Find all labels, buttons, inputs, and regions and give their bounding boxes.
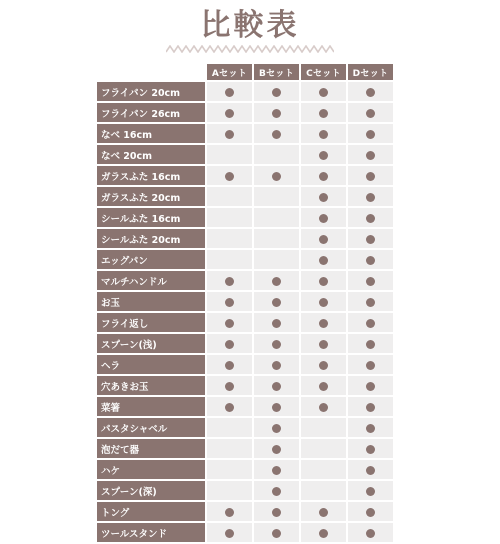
filled-circle-icon [225, 508, 234, 517]
filled-circle-icon [225, 172, 234, 181]
zigzag-divider [166, 45, 334, 53]
table-cell [301, 271, 346, 290]
filled-circle-icon [319, 109, 328, 118]
table-cell [207, 82, 252, 101]
table-row [97, 250, 393, 269]
column-header-d: Dセット [348, 64, 393, 80]
table-cell [254, 229, 299, 248]
table-header-row [97, 64, 393, 80]
table-cell [348, 334, 393, 353]
filled-circle-icon [225, 109, 234, 118]
table-cell [301, 166, 346, 185]
row-label: マルチハンドル [97, 271, 205, 290]
filled-circle-icon [366, 340, 375, 349]
filled-circle-icon [366, 466, 375, 475]
filled-circle-icon [319, 403, 328, 412]
table-row [97, 313, 393, 332]
filled-circle-icon [272, 403, 281, 412]
table-cell [254, 481, 299, 500]
filled-circle-icon [272, 529, 281, 538]
table-cell [254, 250, 299, 269]
filled-circle-icon [319, 88, 328, 97]
table-cell [207, 145, 252, 164]
table-row [97, 460, 393, 479]
column-header-a: Aセット [207, 64, 252, 80]
table-row [97, 292, 393, 311]
row-label: フライパン 26cm [97, 103, 205, 122]
table-cell [348, 376, 393, 395]
filled-circle-icon [272, 319, 281, 328]
table-cell [207, 250, 252, 269]
comparison-table [95, 62, 395, 544]
table-cell [348, 250, 393, 269]
filled-circle-icon [319, 235, 328, 244]
filled-circle-icon [225, 88, 234, 97]
table-cell [301, 376, 346, 395]
filled-circle-icon [319, 130, 328, 139]
row-label: 穴あきお玉 [97, 376, 205, 395]
table-cell [254, 103, 299, 122]
filled-circle-icon [366, 277, 375, 286]
filled-circle-icon [272, 298, 281, 307]
table-cell [301, 397, 346, 416]
row-label: なべ 20cm [97, 145, 205, 164]
filled-circle-icon [225, 529, 234, 538]
table-cell [301, 124, 346, 143]
table-cell [348, 271, 393, 290]
filled-circle-icon [366, 298, 375, 307]
table-cell [207, 523, 252, 542]
table-cell [348, 82, 393, 101]
filled-circle-icon [272, 424, 281, 433]
table-row [97, 334, 393, 353]
table-cell [207, 418, 252, 437]
row-label: シールふた 16cm [97, 208, 205, 227]
filled-circle-icon [319, 214, 328, 223]
table-cell [254, 208, 299, 227]
filled-circle-icon [366, 151, 375, 160]
table-cell [207, 502, 252, 521]
table-row [97, 145, 393, 164]
table-row [97, 103, 393, 122]
table-cell [348, 124, 393, 143]
filled-circle-icon [366, 424, 375, 433]
filled-circle-icon [319, 151, 328, 160]
filled-circle-icon [225, 277, 234, 286]
table-cell [207, 187, 252, 206]
table-cell [207, 376, 252, 395]
table-row [97, 418, 393, 437]
filled-circle-icon [319, 340, 328, 349]
table-cell [348, 145, 393, 164]
filled-circle-icon [366, 445, 375, 454]
column-header-b: Bセット [254, 64, 299, 80]
filled-circle-icon [366, 319, 375, 328]
filled-circle-icon [319, 361, 328, 370]
table-cell [254, 460, 299, 479]
table-row [97, 166, 393, 185]
filled-circle-icon [366, 130, 375, 139]
row-label: スプーン(深) [97, 481, 205, 500]
filled-circle-icon [319, 529, 328, 538]
table-cell [301, 145, 346, 164]
table-cell [254, 334, 299, 353]
filled-circle-icon [366, 235, 375, 244]
table-cell [207, 313, 252, 332]
table-cell [301, 187, 346, 206]
table-cell [348, 439, 393, 458]
table-cell [348, 187, 393, 206]
row-label: ガラスふた 16cm [97, 166, 205, 185]
row-label: ヘラ [97, 355, 205, 374]
table-row [97, 439, 393, 458]
table-row [97, 82, 393, 101]
row-label: トング [97, 502, 205, 521]
table-cell [254, 523, 299, 542]
table-cell [301, 418, 346, 437]
filled-circle-icon [319, 298, 328, 307]
table-cell [207, 334, 252, 353]
page-title: 比較表 [200, 8, 300, 43]
table-cell [207, 229, 252, 248]
filled-circle-icon [366, 382, 375, 391]
filled-circle-icon [272, 382, 281, 391]
filled-circle-icon [319, 382, 328, 391]
table-cell [254, 502, 299, 521]
table-cell [348, 292, 393, 311]
table-cell [207, 460, 252, 479]
table-cell [207, 166, 252, 185]
table-cell [348, 208, 393, 227]
filled-circle-icon [272, 109, 281, 118]
row-label: ハケ [97, 460, 205, 479]
table-cell [254, 145, 299, 164]
filled-circle-icon [225, 298, 234, 307]
row-label: ガラスふた 20cm [97, 187, 205, 206]
row-label: フライパン 20cm [97, 82, 205, 101]
table-cell [254, 439, 299, 458]
filled-circle-icon [272, 277, 281, 286]
table-cell [348, 355, 393, 374]
filled-circle-icon [366, 88, 375, 97]
table-cell [301, 502, 346, 521]
table-cell [254, 82, 299, 101]
table-cell [301, 355, 346, 374]
filled-circle-icon [225, 130, 234, 139]
table-cell [348, 460, 393, 479]
row-label: エッグパン [97, 250, 205, 269]
table-cell [348, 103, 393, 122]
table-cell [348, 481, 393, 500]
row-label: シールふた 20cm [97, 229, 205, 248]
table-cell [254, 397, 299, 416]
row-label: なべ 16cm [97, 124, 205, 143]
table-cell [348, 397, 393, 416]
filled-circle-icon [366, 256, 375, 265]
filled-circle-icon [366, 487, 375, 496]
filled-circle-icon [272, 172, 281, 181]
row-label: フライ返し [97, 313, 205, 332]
filled-circle-icon [272, 445, 281, 454]
filled-circle-icon [272, 466, 281, 475]
filled-circle-icon [319, 256, 328, 265]
table-cell [254, 313, 299, 332]
table-cell [301, 250, 346, 269]
table-cell [301, 292, 346, 311]
table-cell [301, 313, 346, 332]
table-cell [254, 355, 299, 374]
table-row [97, 523, 393, 542]
table-cell [348, 418, 393, 437]
filled-circle-icon [366, 529, 375, 538]
table-cell [207, 355, 252, 374]
filled-circle-icon [225, 340, 234, 349]
filled-circle-icon [366, 508, 375, 517]
table-cell [301, 208, 346, 227]
filled-circle-icon [366, 109, 375, 118]
table-cell [301, 82, 346, 101]
table-cell [254, 271, 299, 290]
filled-circle-icon [366, 193, 375, 202]
filled-circle-icon [319, 319, 328, 328]
table-cell [301, 481, 346, 500]
filled-circle-icon [272, 130, 281, 139]
table-cell [301, 523, 346, 542]
filled-circle-icon [272, 487, 281, 496]
table-cell [254, 376, 299, 395]
table-cell [254, 124, 299, 143]
table-cell [207, 208, 252, 227]
filled-circle-icon [319, 193, 328, 202]
filled-circle-icon [225, 403, 234, 412]
row-label: 菜箸 [97, 397, 205, 416]
table-cell [207, 271, 252, 290]
table-row [97, 355, 393, 374]
table-cell [207, 397, 252, 416]
row-label: ツールスタンド [97, 523, 205, 542]
table-row [97, 208, 393, 227]
table-cell [348, 229, 393, 248]
row-label: お玉 [97, 292, 205, 311]
table-cell [301, 103, 346, 122]
filled-circle-icon [225, 382, 234, 391]
table-cell [254, 187, 299, 206]
table-row [97, 502, 393, 521]
table-corner [97, 64, 205, 80]
table-cell [348, 502, 393, 521]
filled-circle-icon [366, 214, 375, 223]
filled-circle-icon [225, 361, 234, 370]
filled-circle-icon [272, 508, 281, 517]
row-label: パスタシャベル [97, 418, 205, 437]
table-row [97, 229, 393, 248]
table-row [97, 397, 393, 416]
table-cell [301, 460, 346, 479]
filled-circle-icon [225, 319, 234, 328]
table-row [97, 187, 393, 206]
filled-circle-icon [272, 361, 281, 370]
filled-circle-icon [272, 340, 281, 349]
filled-circle-icon [319, 277, 328, 286]
filled-circle-icon [366, 172, 375, 181]
table-cell [254, 292, 299, 311]
filled-circle-icon [366, 403, 375, 412]
table-cell [207, 124, 252, 143]
table-cell [207, 103, 252, 122]
table-row [97, 124, 393, 143]
row-label: スプーン(浅) [97, 334, 205, 353]
table-cell [348, 313, 393, 332]
table-row [97, 481, 393, 500]
table-cell [207, 292, 252, 311]
table-cell [301, 229, 346, 248]
table-row [97, 271, 393, 290]
filled-circle-icon [319, 508, 328, 517]
table-cell [348, 523, 393, 542]
filled-circle-icon [319, 172, 328, 181]
table-row [97, 376, 393, 395]
filled-circle-icon [272, 88, 281, 97]
table-cell [254, 166, 299, 185]
row-label: 泡だて器 [97, 439, 205, 458]
table-cell [301, 334, 346, 353]
table-cell [254, 418, 299, 437]
column-header-c: Cセット [301, 64, 346, 80]
table-cell [301, 439, 346, 458]
table-cell [348, 166, 393, 185]
filled-circle-icon [366, 361, 375, 370]
table-cell [207, 439, 252, 458]
table-cell [207, 481, 252, 500]
